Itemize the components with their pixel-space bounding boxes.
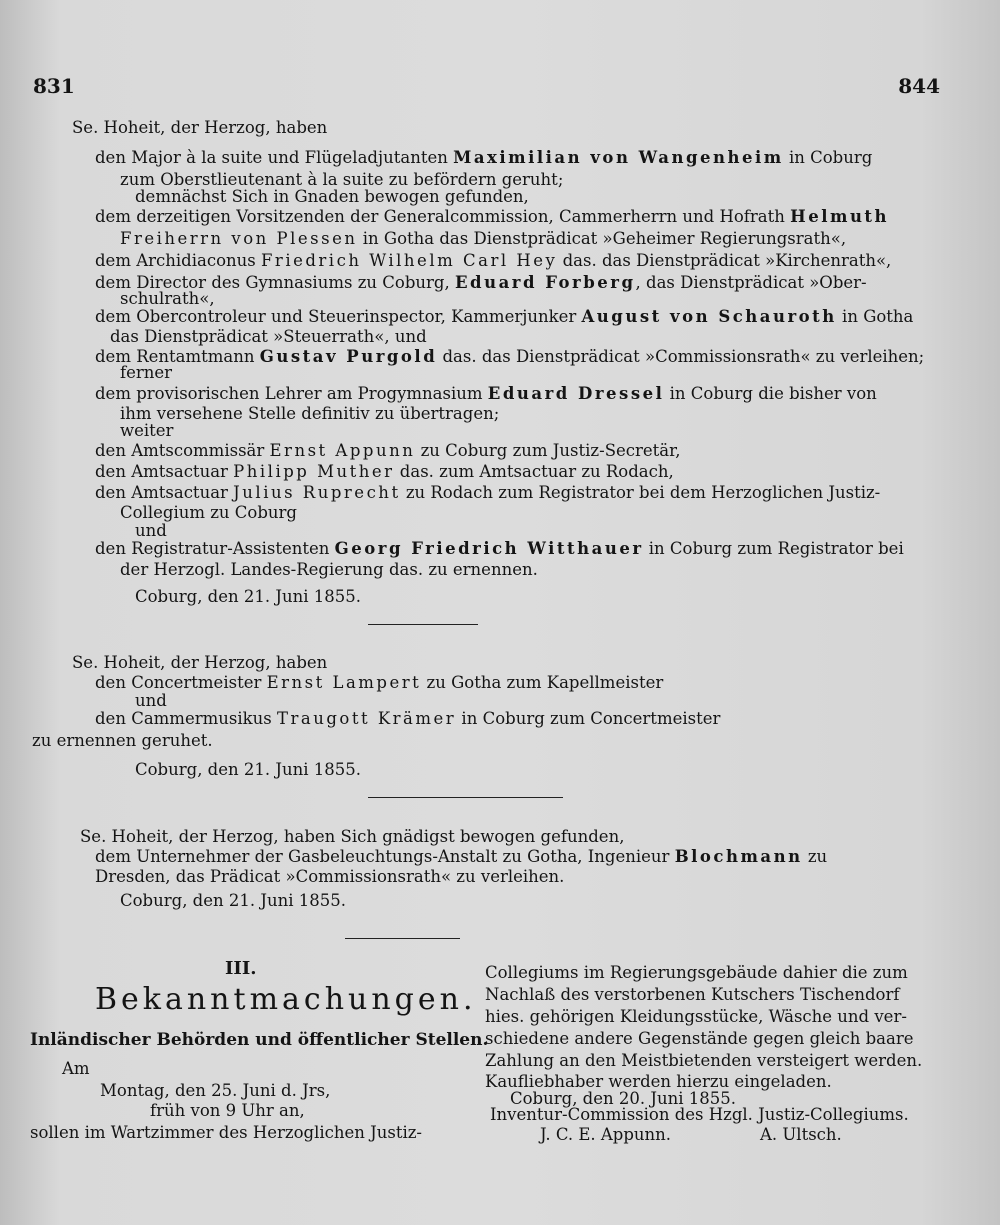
auction-line: Nachlaß des verstorbenen Kutschers Tischendorf [485,985,900,1004]
notice1-line: den Major à la suite und Flügeladjutanten Maximilian von Wangenheim in Coburg [95,148,873,167]
auction-date: Coburg, den 20. Juni 1855. [510,1089,736,1108]
notice2-intro: Se. Hoheit, der Herzog, haben [72,653,328,672]
notice1-line: zum Oberstlieutenant à la suite zu befördern geruht; [120,170,564,189]
person-name: Traugott Krämer [276,709,457,728]
person-name: Julius Ruprecht [233,483,401,502]
notice3-line: Se. Hoheit, der Herzog, haben Sich gnädigst bewogen gefunden, [80,827,625,846]
person-name: Friedrich Wilhelm Carl Hey [260,251,558,270]
notice1-line: Freiherrn von Plessen in Gotha das Dienstprädicat »Geheimer Regierungsrath«, [120,229,847,248]
signer-name: J. C. E. Appunn. [540,1125,672,1144]
section-subtitle: Inländischer Behörden und öffentlicher Stellen. [30,1030,489,1050]
notice1-line: dem Rentamtmann Gustav Purgold das. das Dienstprädicat »Commissionsrath« zu verleihen; [95,347,925,366]
auction-line: früh von 9 Uhr an, [150,1101,305,1120]
notice1-intro: Se. Hoheit, der Herzog, haben [72,118,328,137]
notice1-line: und [135,521,167,540]
notice3-line: dem Unternehmer der Gasbeleuchtungs-Anstalt zu Gotha, Ingenieur Blochmann zu [95,847,828,866]
separator-rule [368,797,563,798]
notice1-line: dem Director des Gymnasiums zu Coburg, Eduard Forberg, das Dienstprädicat »Ober- [95,273,867,292]
auction-line: Zahlung an den Meistbietenden versteigert werden. [485,1051,923,1070]
notice2-line: zu ernennen geruhet. [32,731,213,750]
auction-line: Kaufliebhaber werden hierzu eingeladen. [485,1072,832,1091]
notice1-line: den Registratur-Assistenten Georg Friedrich Witthauer in Coburg zum Registrator bei [95,539,904,558]
section-number: III. [225,958,257,979]
notice1-line: schulrath«, [120,289,215,308]
notice1-line: dem Obercontroleur und Steuerinspector, Kammerjunker August von Schauroth in Gotha [95,307,914,326]
page-number-right: 844 [898,74,940,98]
section-title: Bekanntmachungen. [95,982,477,1017]
person-name: Eduard Dressel [487,384,665,403]
notice1-line: dem derzeitigen Vorsitzenden der Generalcommission, Cammerherrn und Hofrath Helmuth [95,207,890,226]
person-name: Georg Friedrich Witthauer [334,539,644,558]
notice1-line: das Dienstprädicat »Steuerrath«, und [110,327,427,346]
notice1-line: ihm versehene Stelle definitiv zu übertragen; [120,404,500,423]
notice3-line: Dresden, das Prädicat »Commissionsrath« zu verleihen. [95,867,565,886]
notice1-line: den Amtscommissär Ernst Appunn zu Coburg zum Justiz-Secretär, [95,441,681,460]
person-name: Philipp Muther [233,462,395,481]
notice1-line: demnächst Sich in Gnaden bewogen gefunden, [135,187,529,206]
notice1-date: Coburg, den 21. Juni 1855. [135,587,361,606]
notice1-line: dem Archidiaconus Friedrich Wilhelm Carl Hey das. das Dienstprädicat »Kirchenrath«, [95,251,892,270]
person-name: Gustav Purgold [259,347,438,366]
auction-line: hies. gehörigen Kleidungsstücke, Wäsche und ver- [485,1007,907,1026]
notice1-line: dem provisorischen Lehrer am Progymnasium Eduard Dressel in Coburg die bisher von [95,384,877,403]
person-name: Blochmann [674,847,803,866]
notice2-date: Coburg, den 21. Juni 1855. [135,760,361,779]
signer-name: A. Ultsch. [760,1125,842,1144]
person-name: Freiherrn von Plessen [120,229,358,248]
notice1-line: der Herzogl. Landes-Regierung das. zu ernennen. [120,560,538,579]
notice1-line: den Amtsactuar Julius Ruprecht zu Rodach zum Registrator bei dem Herzoglichen Justiz- [95,483,881,502]
auction-line: Collegiums im Regierungsgebäude dahier die zum [485,963,908,982]
auction-line: Am [62,1059,90,1078]
notice2-line: den Cammermusikus Traugott Krämer in Coburg zum Concertmeister [95,709,721,728]
auction-line: schiedene andere Gegenstände gegen gleich baare [485,1029,914,1048]
person-name: Maximilian von Wangenheim [453,148,784,167]
notice1-line: weiter [120,421,174,440]
person-name: Ernst Appunn [269,441,416,460]
signer-office: Inventur-Commission des Hzgl. Justiz-Collegiums. [490,1105,909,1124]
notice1-line: ferner [120,363,173,382]
auction-line: Montag, den 25. Juni d. Jrs, [100,1081,331,1100]
person-name: August von Schauroth [581,307,837,326]
notice1-line: Collegium zu Coburg [120,503,297,522]
person-name: Helmuth [790,207,890,226]
auction-line: sollen im Wartzimmer des Herzoglichen Justiz- [30,1123,423,1142]
page-number-left: 831 [33,74,75,98]
notice1-line: den Amtsactuar Philipp Muther das. zum Amtsactuar zu Rodach, [95,462,674,481]
person-name: Ernst Lampert [266,673,422,692]
person-name: Eduard Forberg [454,273,636,292]
separator-rule [345,938,460,939]
notice2-line: und [135,691,167,710]
separator-rule [368,624,478,625]
notice2-line: den Concertmeister Ernst Lampert zu Gotha zum Kapellmeister [95,673,664,692]
notice3-date: Coburg, den 21. Juni 1855. [120,891,346,910]
